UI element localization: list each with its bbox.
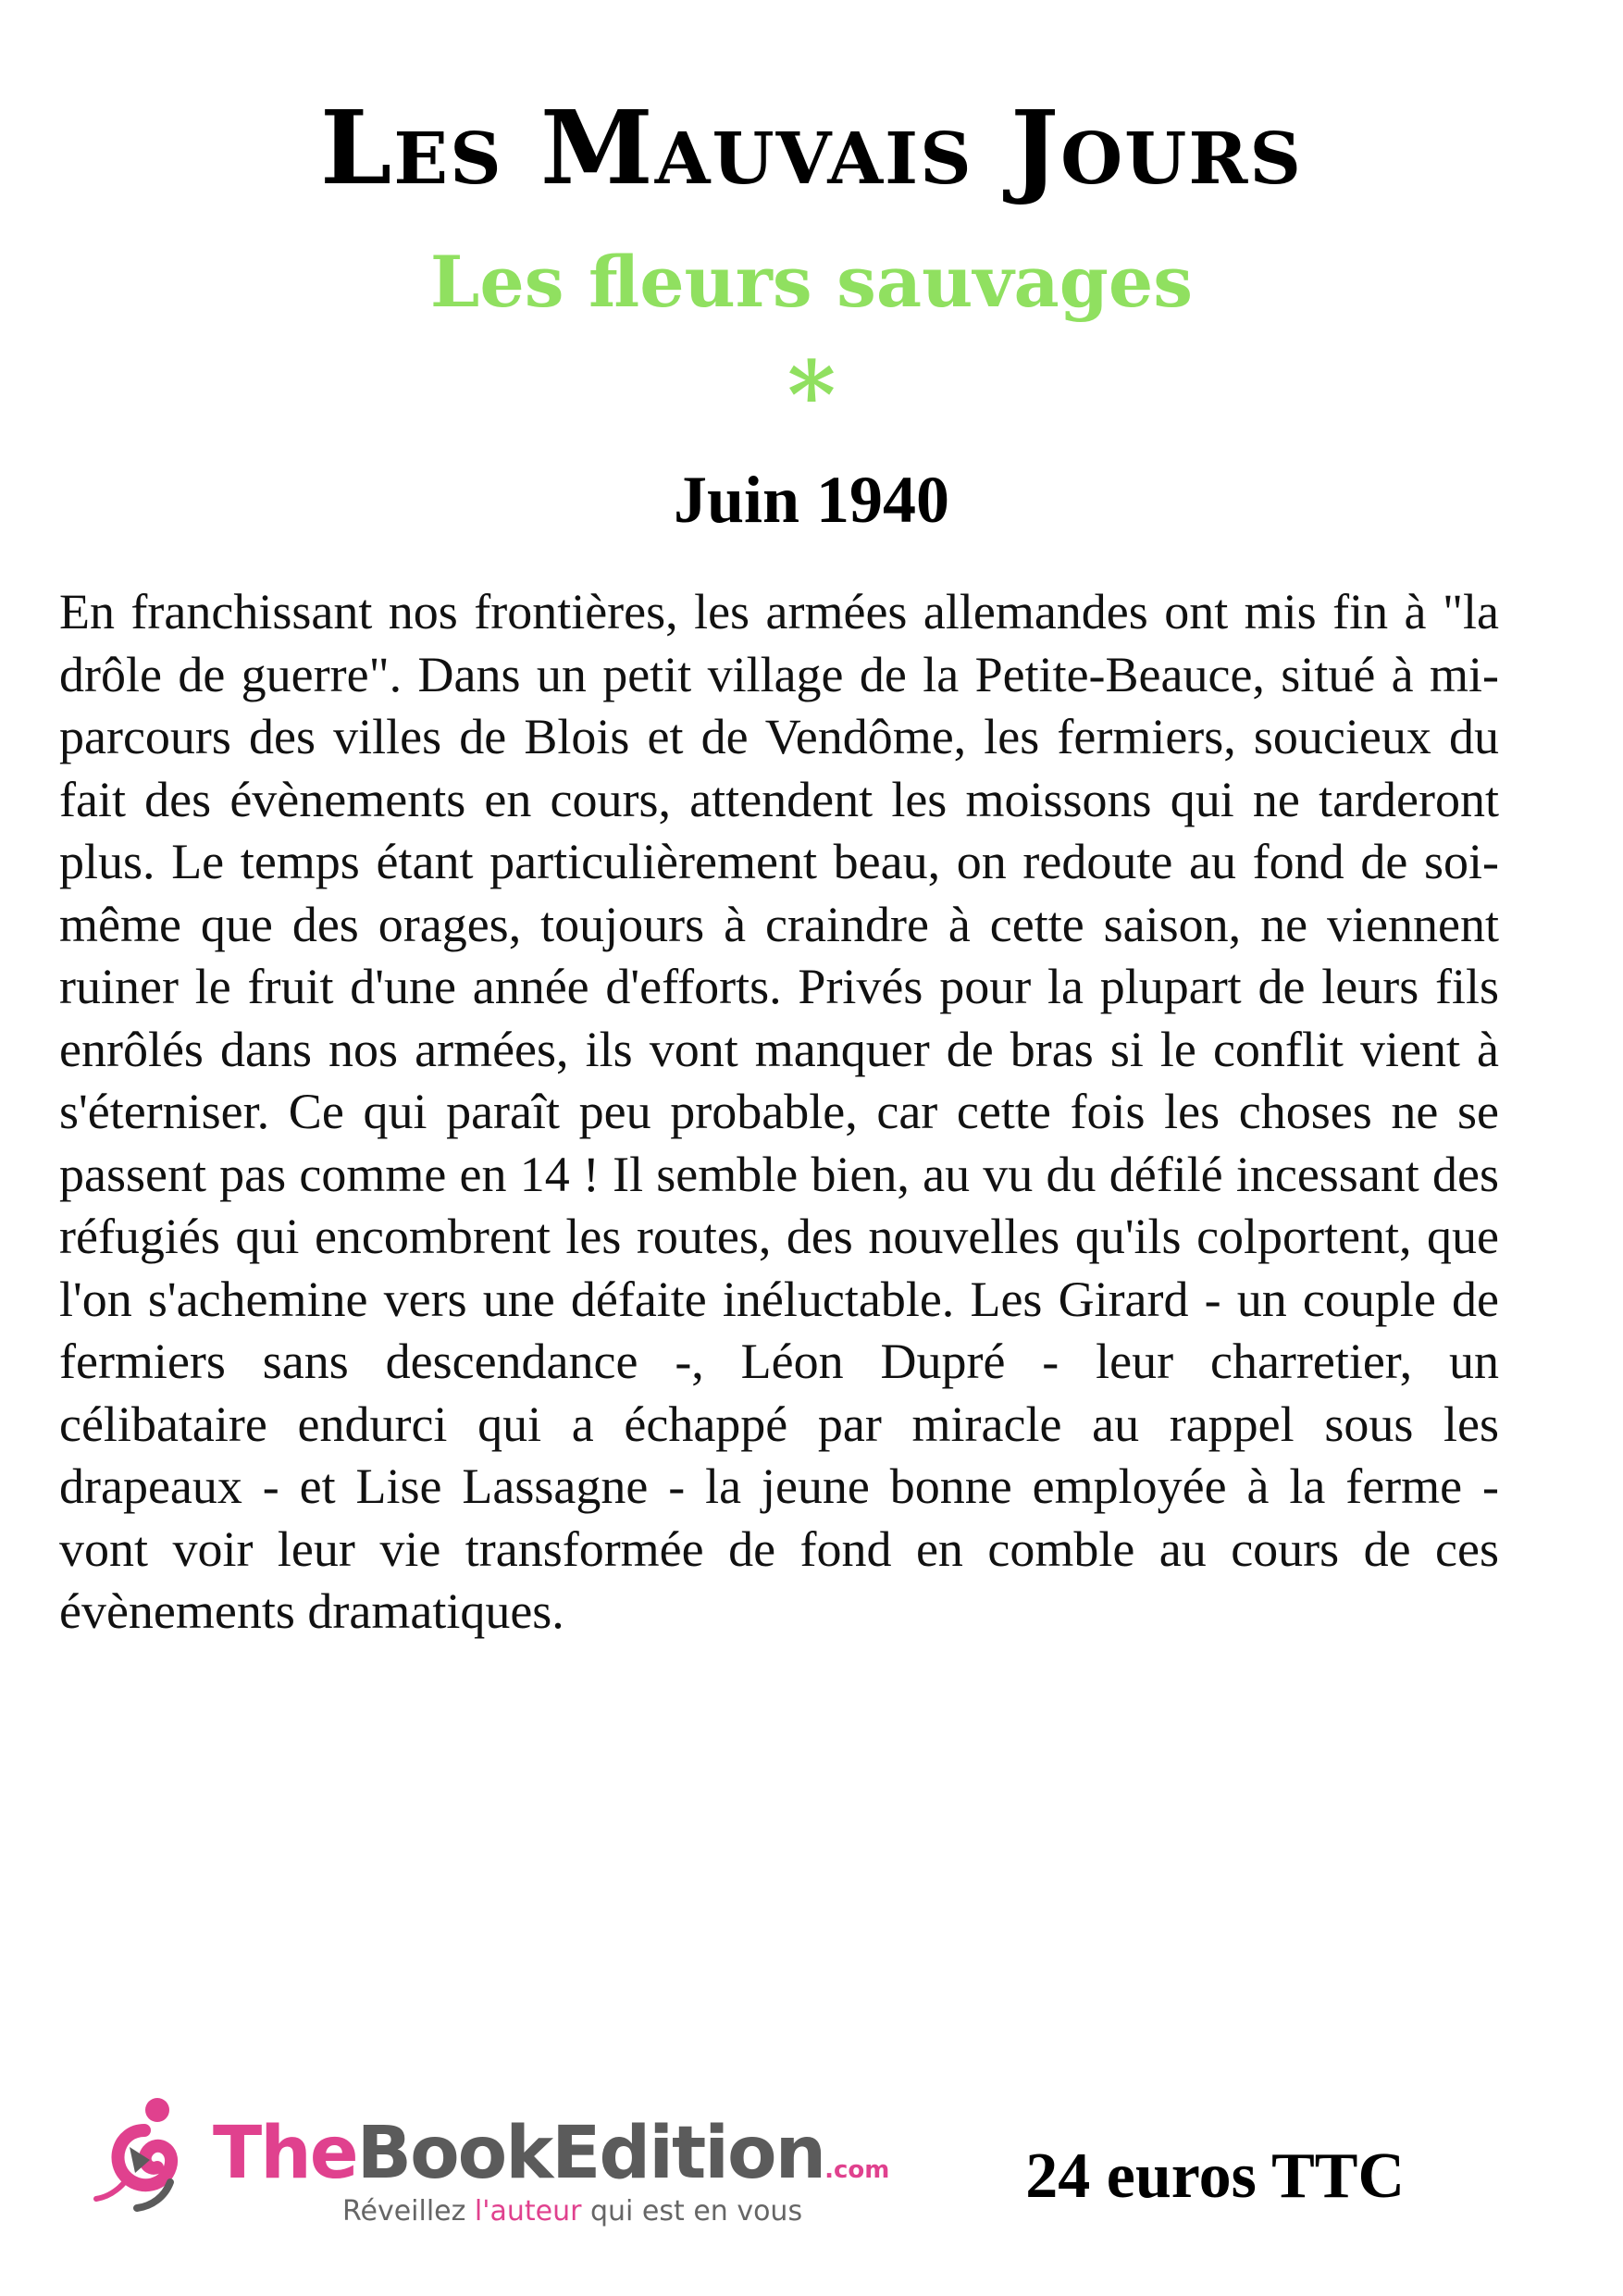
book-subtitle: Les fleurs sauvages (429, 241, 1194, 323)
tagline-before: Réveillez (342, 2195, 475, 2228)
section-date: Juin 1940 (673, 463, 950, 537)
book-title: Les Mauvais Jours (320, 88, 1303, 207)
publisher-name-suffix: .com (824, 2156, 890, 2184)
publisher-name-part2: BookEdition (356, 2112, 825, 2195)
publisher-logo[interactable] (91, 2093, 890, 2232)
synopsis-text: En franchissant nos frontières, les armées allemandes ont mis fin à "la drôle de guerre". Dans un petit village de la Petite-Beauce, situé à mi-parcours des villes de Blois et de Vendôme, les fermiers, soucieux du fait des évènements en cours, attendent les moissons qui ne tarderont plus. Le temps étant particulièrement beau, on redoute au fond de soi-même que des orages, toujours à craindre à cette saison, ne viennent ruiner le fruit d'une année d'efforts. Privés pour la plupart de leurs fils enrôlés dans nos armées, ils vont manquer de bras si le conflit vient à s'éterniser. Ce qui paraît peu probable, car cette fois les choses ne se passent pas comme en 14 ! Il semble bien, au vu du défilé incessant des réfugiés qui encombrent les routes, des nouvelles qu'ils colportent, que l'on s'achemine vers une défaite inéluctable. Les Girard - un couple de fermiers sans descendance -, Léon Dupré - leur charretier, un célibataire endurci qui a échappé par miracle au rappel sous les drapeaux - et Lise Lassagne - la jeune bonne employée à la ferme - vont voir leur vie transformée de fond en comble au cours de ces évènements dramatiques. (59, 584, 1499, 1639)
asterisk-ornament: * (787, 341, 836, 450)
publisher-name-part1: The (213, 2112, 357, 2195)
price-label: 24 euros TTC (1025, 2141, 1405, 2212)
stylized-person-swirl-icon (91, 2093, 211, 2214)
tagline-after: qui est en vous (581, 2195, 803, 2228)
tagline-highlight: l'auteur (474, 2195, 582, 2228)
publisher-tagline (342, 2195, 802, 2228)
